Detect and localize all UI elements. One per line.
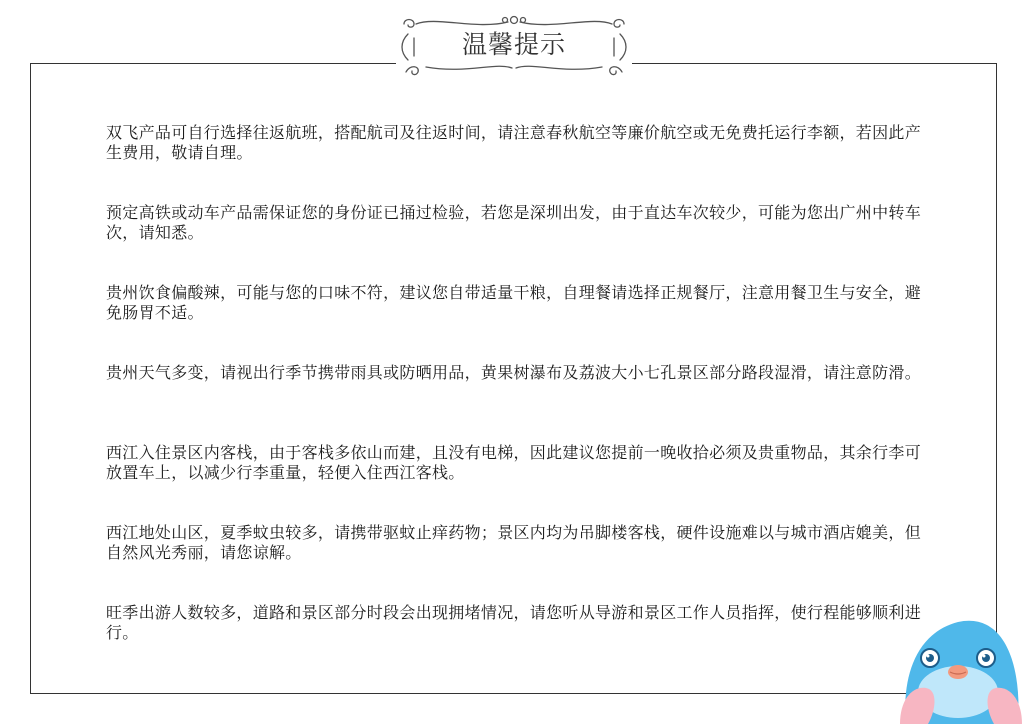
list-item: 旺季出游人数较多，道路和景区部分时段会出现拥堵情况，请您听从导游和景区工作人员指挥，使行程能够顺利进行。	[106, 603, 922, 642]
title-banner	[396, 12, 632, 80]
list-item: 西江地处山区，夏季蚊虫较多，请携带驱蚊止痒药物；景区内均为吊脚楼客栈，硬件设施难以与城市酒店媲美，但自然风光秀丽，请您谅解。	[106, 523, 922, 562]
list-item: 贵州饮食偏酸辣，可能与您的口味不符，建议您自带适量干粮，自理餐请选择正规餐厅，注意用餐卫生与安全，避免肠胃不适。	[106, 283, 922, 322]
dolphin-mascot-icon	[898, 614, 1024, 724]
list-item: 贵州天气多变，请视出行季节携带雨具或防晒用品，黄果树瀑布及荔波大小七孔景区部分路段湿滑，请注意防滑。	[106, 363, 922, 382]
page-title: 温馨提示	[461, 30, 566, 59]
list-item: 双飞产品可自行选择往返航班，搭配航司及往返时间，请注意春秋航空等廉价航空或无免费托运行李额，若因此产生费用，敬请自理。	[106, 123, 922, 162]
tips-list	[106, 123, 924, 683]
list-item: 预定高铁或动车产品需保证您的身份证已捅过检验，若您是深圳出发，由于直达车次较少，可能为您出广州中转车次，请知悉。	[106, 203, 922, 242]
list-item: 西江入住景区内客栈，由于客栈多依山而建，且没有电梯，因此建议您提前一晚收拾必须及贵重物品，其余行李可放置车上，以减少行李重量，轻便入住西江客栈。	[106, 443, 922, 482]
